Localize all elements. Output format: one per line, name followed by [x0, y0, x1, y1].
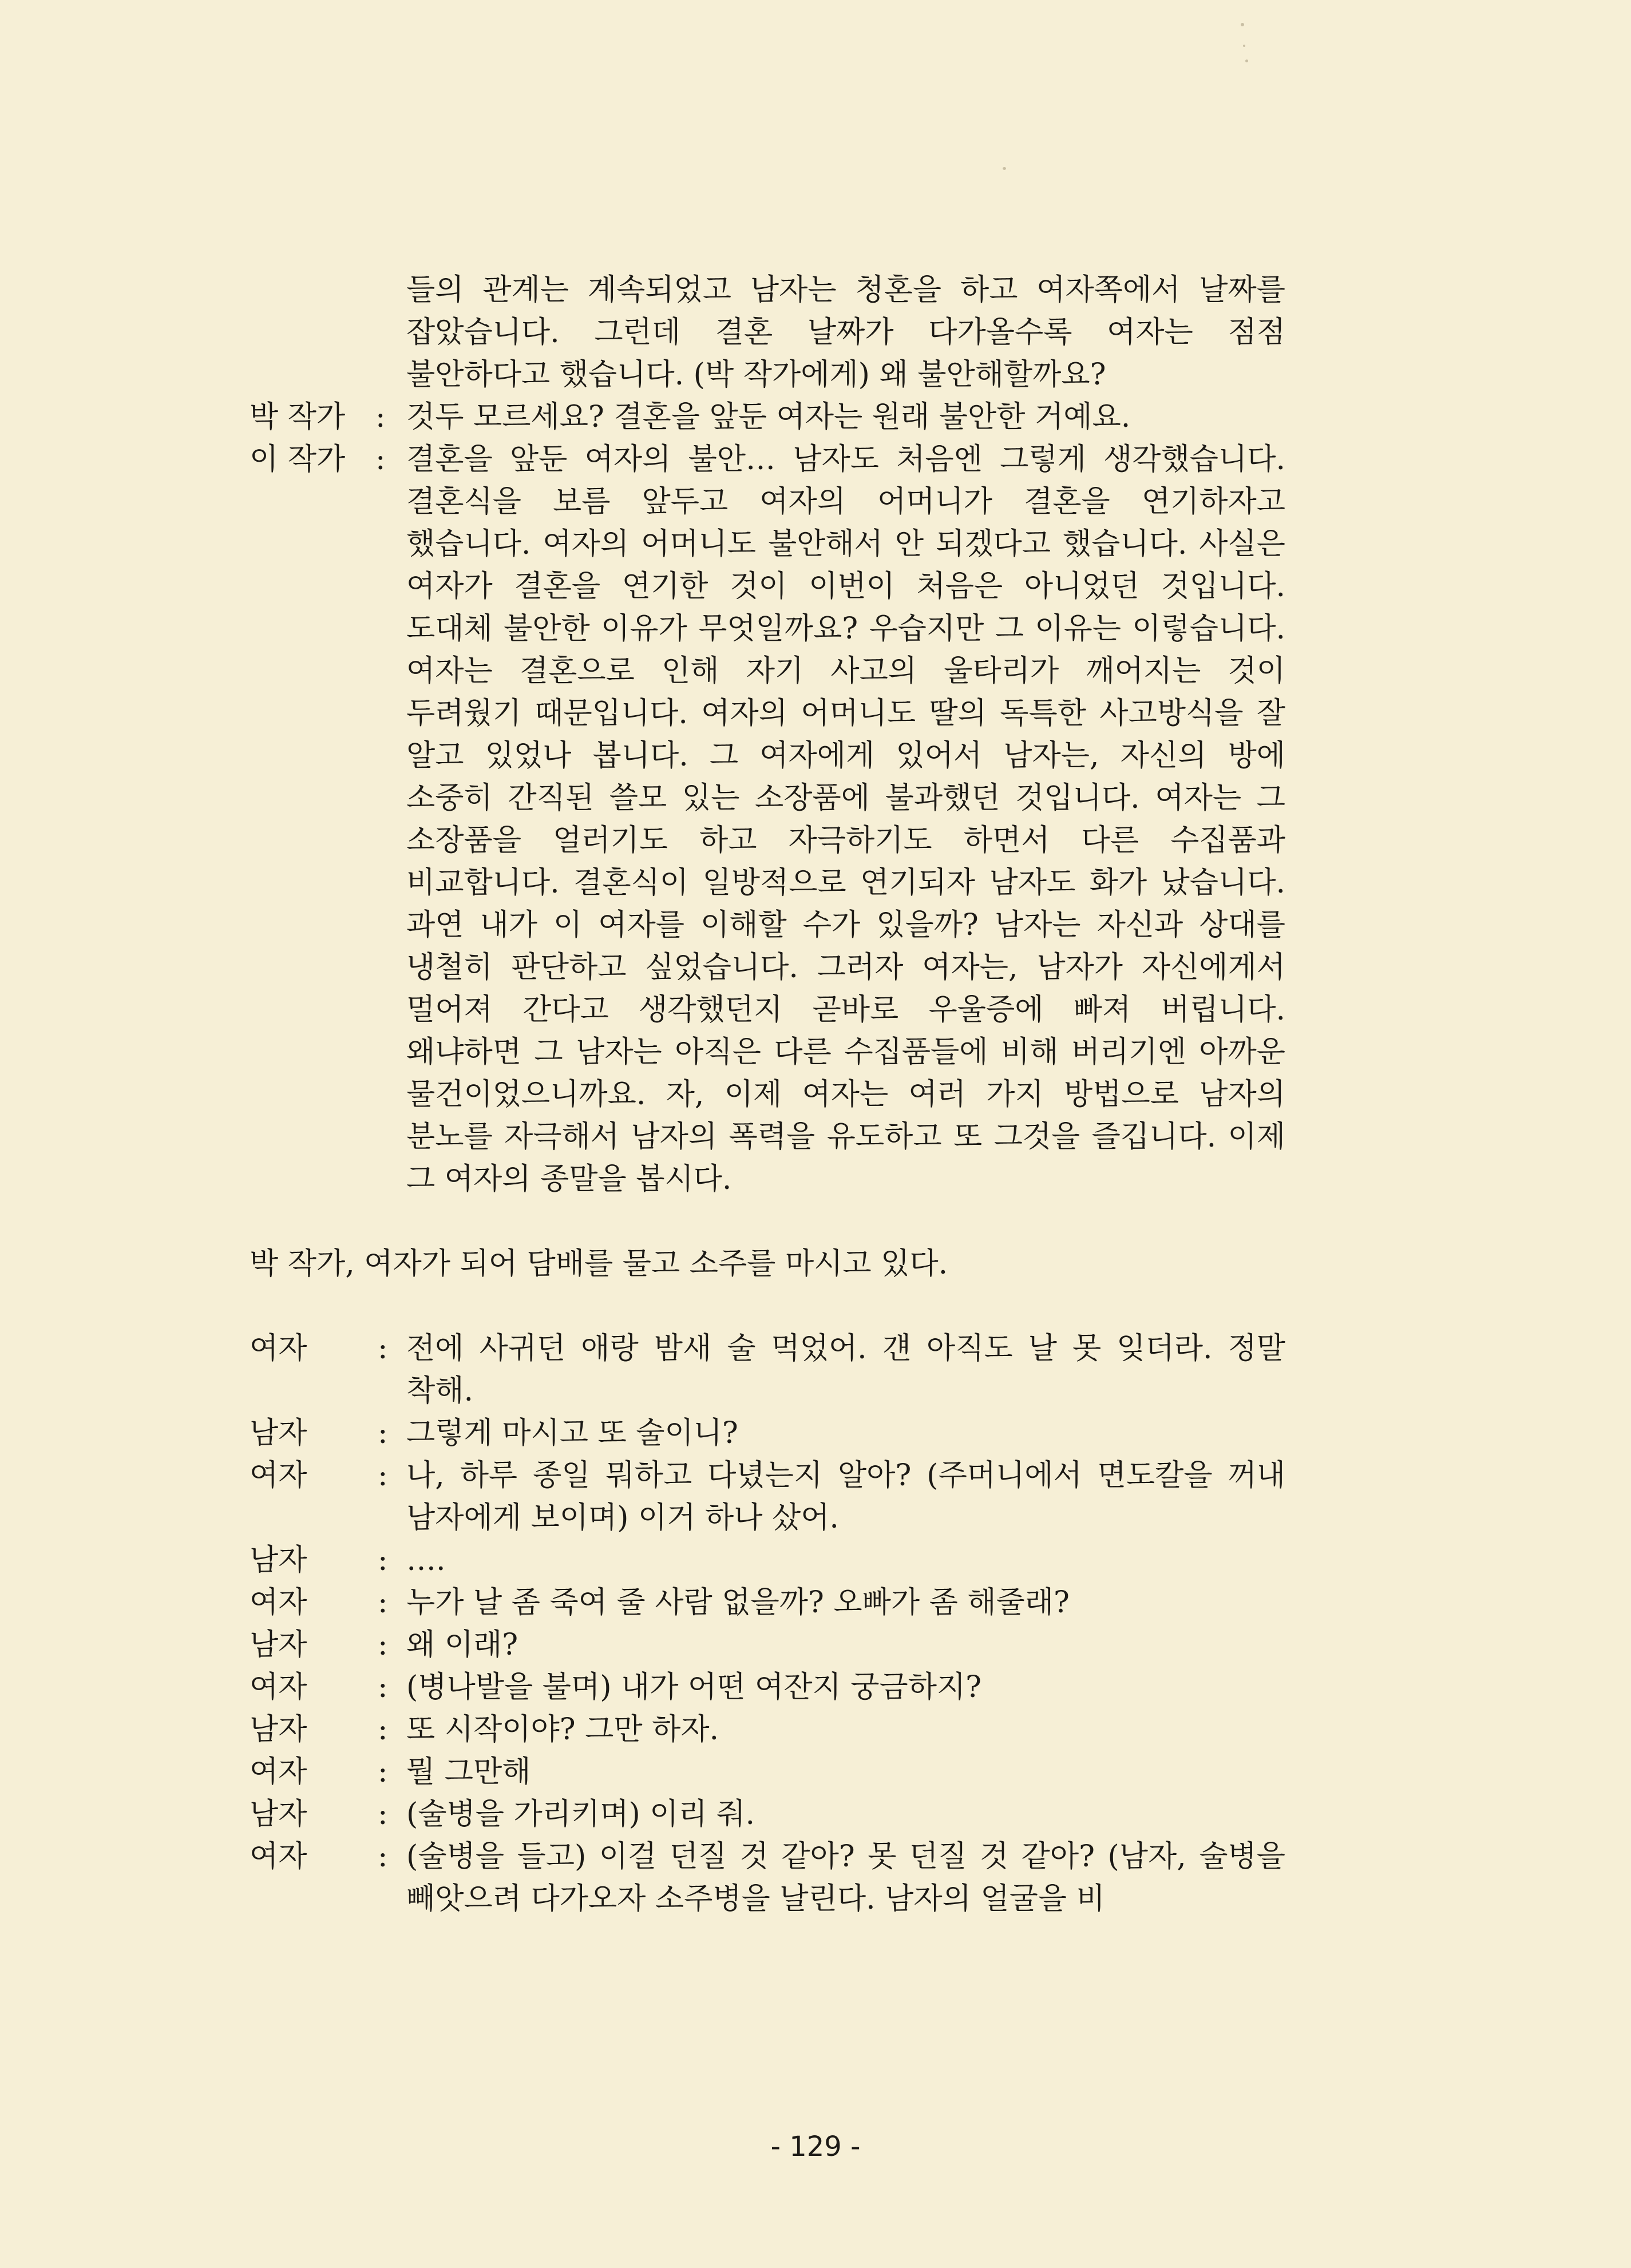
speech-text: 것두 모르세요? 결혼을 앞둔 여자는 원래 불안한 거예요. [406, 400, 1131, 434]
speaker-name: 이 작가 [250, 442, 346, 477]
speaker-colon: : [378, 1839, 388, 1874]
speech-text: 또 시작이야? 그만 하자. [406, 1712, 719, 1747]
speech-text: 나, 하루 종일 뭐하고 다녔는지 알아? (주머니에서 면도칼을 꺼내 남자에게 보이며) 이거 하나 샀어. [406, 1458, 1285, 1535]
speaker-colon: : [378, 1670, 388, 1704]
dialog-line [250, 1581, 1285, 1624]
speaker-colon: : [378, 1543, 388, 1577]
speaker-name: 남자 [250, 1628, 307, 1662]
continuation-text: 들의 관계는 계속되었고 남자는 청혼을 하고 여자쪽에서 날짜를 잡았습니다. 그런데 결혼 날짜가 다가올수록 여자는 점점 불안하다고 했습니다. (박 작가에게) 왜 불안해할까요? [406, 273, 1285, 392]
speaker-colon: : [375, 442, 386, 477]
speaker-name: 여자 [250, 1458, 307, 1493]
speaker-name: 여자 [250, 1839, 307, 1874]
speech-line [250, 396, 1285, 438]
speaker-name: 여자 [250, 1331, 307, 1366]
speaker-colon: : [378, 1755, 388, 1789]
stage-direction: 박 작가, 여자가 되어 담배를 물고 소주를 마시고 있다. [250, 1247, 948, 1281]
dialog-line [250, 1624, 1285, 1666]
speech-text: 뭘 그만해 [406, 1755, 531, 1789]
script-body [250, 269, 1285, 1920]
speaker-name: 남자 [250, 1416, 307, 1450]
page-number: - 129 - [770, 2131, 861, 2163]
dialog-line [250, 1454, 1285, 1539]
speaker-name: 남자 [250, 1797, 307, 1831]
speech-text: 그렇게 마시고 또 술이니? [406, 1416, 738, 1450]
speech-text: 누가 날 좀 죽여 줄 사람 없을까? 오빠가 좀 해줄래? [406, 1585, 1070, 1620]
speech-text: (술병을 가리키며) 이리 줘. [406, 1797, 755, 1831]
speech-line [250, 438, 1285, 1200]
paper-speck [1243, 45, 1245, 47]
speech-text: …. [406, 1543, 446, 1577]
speaker-name: 남자 [250, 1543, 307, 1577]
dialog-line [250, 1835, 1285, 1920]
speaker-colon: : [378, 1585, 388, 1620]
speaker-colon: : [378, 1628, 388, 1662]
speaker-colon: : [378, 1797, 388, 1831]
speaker-colon: : [378, 1712, 388, 1747]
speaker-name: 여자 [250, 1755, 307, 1789]
speech-text: 전에 사귀던 애랑 밤새 술 먹었어. 걘 아직도 날 못 잊더라. 정말 착해. [406, 1331, 1285, 1408]
speech-text: 왜 이래? [406, 1628, 518, 1662]
dialog-line [250, 1539, 1285, 1581]
speech-text: (술병을 들고) 이걸 던질 것 같아? 못 던질 것 같아? (남자, 술병을 빼앗으려 다가오자 소주병을 날린다. 남자의 얼굴을 비 [406, 1839, 1285, 1916]
speaker-name: 남자 [250, 1712, 307, 1747]
speaker-colon: : [378, 1416, 388, 1450]
continuation-paragraph [250, 269, 1285, 396]
speaker-colon: : [375, 400, 386, 434]
speaker-name: 박 작가 [250, 400, 346, 434]
dialog-line [250, 1412, 1285, 1454]
speech-text: (병나발을 불며) 내가 어떤 여잔지 궁금하지? [406, 1670, 982, 1704]
speaker-name: 여자 [250, 1670, 307, 1704]
paper-speck [1241, 23, 1244, 26]
paper-speck [1003, 167, 1006, 170]
dialog-line [250, 1751, 1285, 1793]
speaker-colon: : [378, 1458, 388, 1493]
dialog-line [250, 1793, 1285, 1835]
paper-speck [1245, 60, 1248, 62]
dialog-line [250, 1708, 1285, 1751]
speaker-name: 여자 [250, 1585, 307, 1620]
dialog-line [250, 1666, 1285, 1708]
speaker-colon: : [378, 1331, 388, 1366]
dialog-line [250, 1327, 1285, 1412]
dialog-block [250, 1327, 1285, 1920]
speech-text: 결혼을 앞둔 여자의 불안… 남자도 처음엔 그렇게 생각했습니다. 결혼식을 보름 앞두고 여자의 어머니가 결혼을 연기하자고 했습니다. 여자의 어머니도 불안해서 안 되겠다고 했습니다. 사실은 여자가 결혼을 연기한 것이 이번이 처음은 아니었던 것입니다. 도대체 불안한 이유가 무엇일까요? 우습지만 그 이유는 이렇습니다. 여자는 결혼으로 인해 자기 사고의 울타리가 깨어지는 것이 두려웠기 때문입니다. 여자의 어머니도 딸의 독특한 사고방식을 잘 알고 있었나 봅니다. 그 여자에게 있어서 남자는, 자신의 방에 소중히 간직된 쓸모 있는 소장품에 불과했던 것입니다. 여자는 그 소장품을 얼러기도 하고 자극하기도 하면서 다른 수집품과 비교합니다. 결혼식이 일방적으로 연기되자 남자도 화가 났습니다. 과연 내가 이 여자를 이해할 수가 있을까? 남자는 자신과 상대를 냉철히 판단하고 싶었습니다. 그러자 여자는, 남자가 자신에게서 멀어져 간다고 생각했던지 곧바로 우울증에 빠져 버립니다. 왜냐하면 그 남자는 아직은 다른 수집품들에 비해 버리기엔 아까운 물건이었으니까요. 자, 이제 여자는 여러 가지 방법으로 남자의 분노를 자극해서 남자의 폭력을 유도하고 또 그것을 즐깁니다. 이제 그 여자의 종말을 봅시다. [406, 442, 1285, 1196]
